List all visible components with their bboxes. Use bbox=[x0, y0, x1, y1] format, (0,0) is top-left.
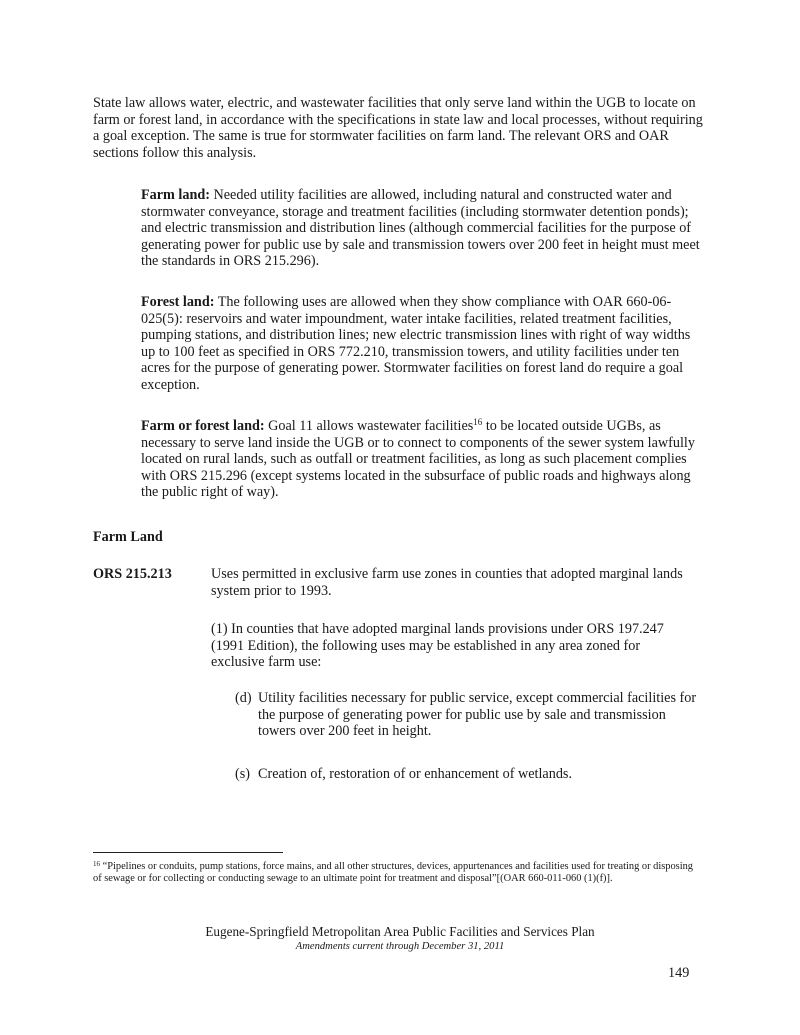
footnote-reference: 16 bbox=[473, 417, 483, 427]
farm-land-label: Farm land: bbox=[141, 187, 210, 203]
forest-land-paragraph bbox=[141, 294, 707, 394]
farm-or-forest-land-paragraph bbox=[141, 418, 707, 501]
footer-title: Eugene-Springfield Metropolitan Area Public Facilities and Services Plan bbox=[205, 924, 595, 939]
footnote-number: 16 bbox=[93, 860, 100, 868]
farm-land-text: Needed utility facilities are allowed, including natural and constructed water and stormwater conveyance, storage and treatment facilities (including stormwater detention ponds); and electric transmission and distribution lines (although commercial facilities for the purpose of generating power for public use by sale and transmission towers over 200 feet in height must meet the standards in ORS 215.296). bbox=[141, 187, 700, 270]
ors-description: Uses permitted in exclusive farm use zones in counties that adopted marginal lands system prior to 1993. bbox=[211, 566, 683, 599]
farm-or-forest-text-after: to be located outside UGBs, as necessary to serve land inside the UGB or to connect to components of the sewer system lawfully located on rural lands, such as outfall or treatment facilities, as long as such placement complies with ORS 215.296 (except systems located in the subsurface of public roads and highways along the public right of way). bbox=[141, 418, 695, 501]
farm-land-paragraph bbox=[141, 187, 707, 270]
footer-subtitle: Amendments current through December 31, 2011 bbox=[295, 941, 505, 952]
ors-label: ORS 215.213 bbox=[93, 566, 172, 582]
footnote-text: “Pipelines or conduits, pump stations, force mains, and all other structures, devices, appurtenances and facilities used for treating or disposing of sewage or for collecting or conducting sewage to an ultimate point for treatment and disposal”[(OAR 660-011-060 (1)(f)]. bbox=[93, 861, 693, 885]
page-number: 149 bbox=[668, 965, 690, 981]
farm-or-forest-text-before: Goal 11 allows wastewater facilities bbox=[264, 418, 474, 434]
ors-item-text: Creation of, restoration of or enhancement of wetlands. bbox=[258, 766, 572, 782]
forest-land-label: Forest land: bbox=[141, 294, 215, 310]
intro-paragraph: State law allows water, electric, and wastewater facilities that only serve land within the UGB to locate on farm or forest land, in accordance with the specifications in state law and local processes, without requiring a goal exception. The same is true for stormwater facilities on farm land. The relevant ORS and OAR sections follow this analysis. bbox=[93, 95, 703, 161]
ors-subsection: (1) In counties that have adopted marginal lands provisions under ORS 197.247 (1991 Edition), the following uses may be established in any area zoned for exclusive farm use: bbox=[211, 621, 664, 671]
footnote-divider bbox=[93, 852, 283, 853]
forest-land-text: The following uses are allowed when they show compliance with OAR 660-06-025(5): reservoirs and water impoundment, water intake facilities, related treatment facilities, pumping stations, and distribution lines; new electric transmission lines with right of way widths up to 100 feet as specified in ORS 772.210, transmission towers, and utility facilities under ten acres for the purpose of generating power. Stormwater facilities on forest land do require a goal exception. bbox=[141, 294, 691, 393]
ors-item-text: Utility facilities necessary for public service, except commercial facilities for the purpose of generating power for public use by sale and transmission towers over 200 feet in height. bbox=[258, 690, 697, 740]
section-heading: Farm Land bbox=[93, 529, 163, 545]
footnote bbox=[93, 861, 703, 886]
ors-item-label: (d) bbox=[235, 690, 252, 706]
ors-item-label: (s) bbox=[235, 766, 250, 782]
farm-or-forest-land-label: Farm or forest land: bbox=[141, 418, 265, 434]
